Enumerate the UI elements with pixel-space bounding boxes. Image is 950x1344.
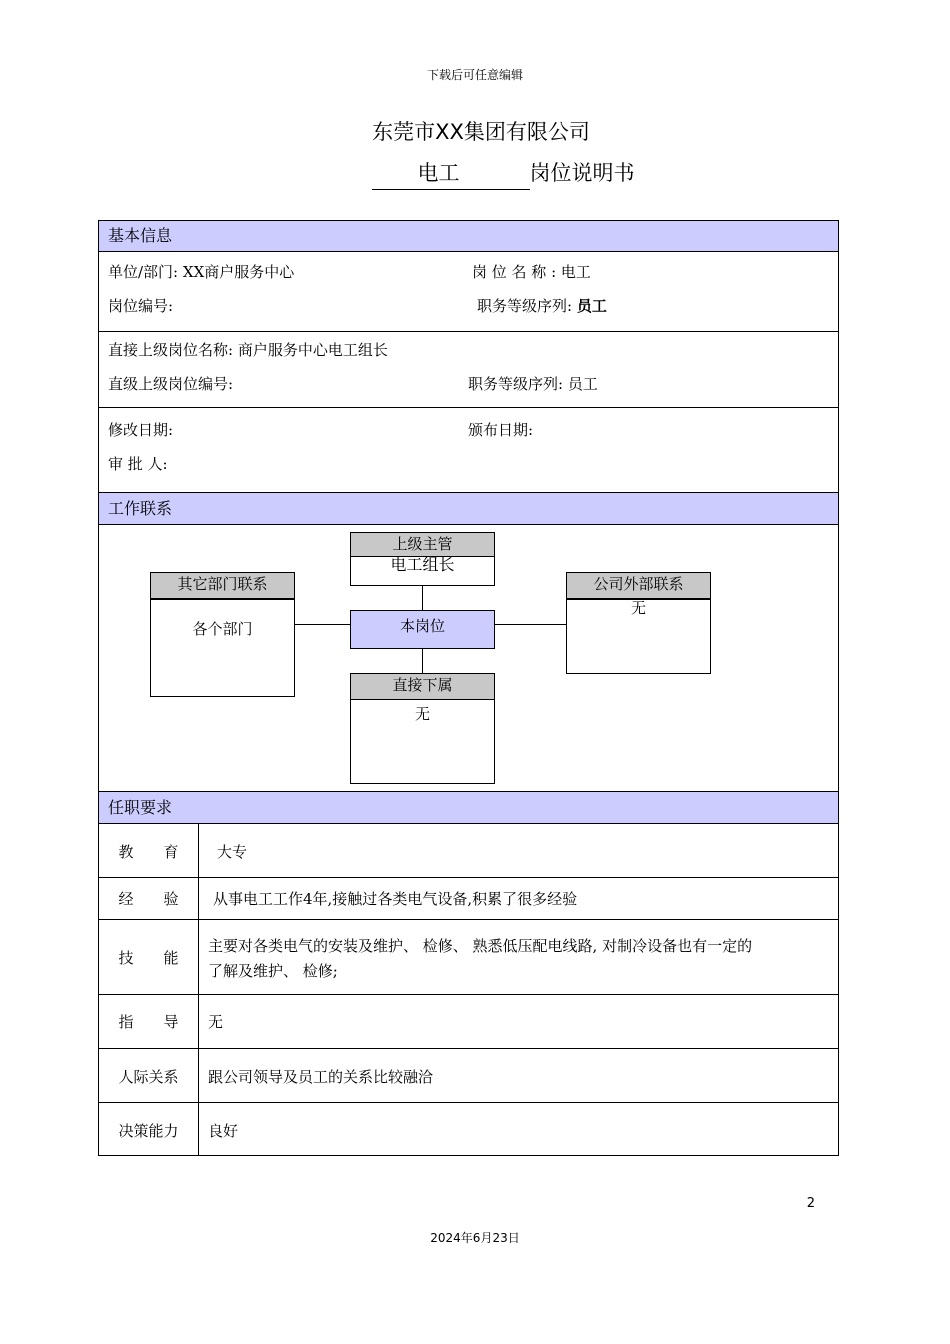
page-number: 2 <box>806 1196 815 1211</box>
other-departments-body: 各个部门 <box>192 620 253 638</box>
connector-right <box>494 624 566 625</box>
connector-up <box>422 585 423 611</box>
skills-value-line1: 主要对各类电气的安装及维护、 检修、 熟悉低压配电线路, 对制冷设备也有一定的 <box>208 937 753 955</box>
this-position-box <box>350 610 495 649</box>
superior-box-body: 电工组长 <box>390 555 455 574</box>
other-departments-caption: 其它部门联系 <box>151 573 294 600</box>
relations-value: 跟公司领导及员工的关系比较融洽 <box>208 1068 434 1086</box>
superior-name-label: 直接上级岗位名称: 商户服务中心电工组长 <box>108 341 388 359</box>
connector-left <box>294 624 351 625</box>
grade-value: 员工 <box>576 297 607 315</box>
position-title: 电工 <box>417 161 460 185</box>
guidance-label: 指 导 <box>118 1013 179 1031</box>
grade-label: 职务等级序列: 员工 <box>477 297 607 315</box>
divider <box>99 994 838 995</box>
external-contacts-box <box>566 572 711 674</box>
other-departments-box <box>150 572 295 697</box>
education-value: 大专 <box>217 843 248 861</box>
section-basic-info: 基本信息 <box>99 220 838 252</box>
this-position-label: 本岗位 <box>399 617 445 635</box>
section-work-relations: 工作联系 <box>99 492 838 525</box>
modify-date-label: 修改日期: <box>108 421 174 439</box>
experience-value: 从事电工工作4年,接触过各类电气设备,积累了很多经验 <box>213 890 578 908</box>
connector-down <box>422 648 423 674</box>
divider <box>99 877 838 878</box>
superior-grade-label: 职务等级序列: 员工 <box>468 375 598 393</box>
skills-label: 技 能 <box>118 949 179 967</box>
post-no-label: 岗位编号: <box>108 297 174 315</box>
divider <box>99 331 838 332</box>
decision-label: 决策能力 <box>118 1122 179 1140</box>
external-contacts-caption: 公司外部联系 <box>567 573 710 600</box>
external-contacts-body: 无 <box>630 599 646 617</box>
superior-box-caption: 上级主管 <box>351 533 494 557</box>
subordinates-caption: 直接下属 <box>351 674 494 700</box>
header-note: 下载后可任意编辑 <box>426 68 523 82</box>
approver-label: 审 批 人: <box>108 455 168 473</box>
footer-date: 2024年6月23日 <box>430 1231 520 1245</box>
section-requirements: 任职要求 <box>99 791 838 824</box>
document-title <box>0 157 950 190</box>
experience-label: 经 验 <box>118 890 179 908</box>
superior-grade-value: 员工 <box>567 375 598 393</box>
company-title: 东莞市XX集团有限公司 <box>372 120 590 144</box>
subordinates-body: 无 <box>414 705 430 723</box>
post-name-value: 电工 <box>560 263 591 281</box>
divider <box>99 919 838 920</box>
post-name-label: 岗 位 名 称 : 电工 <box>472 263 591 281</box>
relations-label: 人际关系 <box>118 1068 179 1086</box>
unit-value: XX商户服务中心 <box>182 263 295 281</box>
superior-no-label: 直级上级岗位编号: <box>108 375 234 393</box>
superior-box <box>350 532 495 586</box>
doc-name: 岗位说明书 <box>529 161 635 185</box>
column-divider <box>198 824 199 1156</box>
education-label: 教 育 <box>118 843 179 861</box>
divider <box>99 1048 838 1049</box>
superior-name-value: 商户服务中心电工组长 <box>237 341 388 359</box>
issue-date-label: 颁布日期: <box>468 421 534 439</box>
unit-label: 单位/部门: XX商户服务中心 <box>108 263 295 281</box>
guidance-value: 无 <box>208 1013 224 1031</box>
subordinates-box <box>350 673 495 784</box>
divider <box>99 1102 838 1103</box>
position-underline <box>372 157 530 190</box>
skills-value-line2: 了解及维护、 检修; <box>208 962 338 980</box>
decision-value: 良好 <box>208 1122 239 1140</box>
divider <box>99 407 838 408</box>
